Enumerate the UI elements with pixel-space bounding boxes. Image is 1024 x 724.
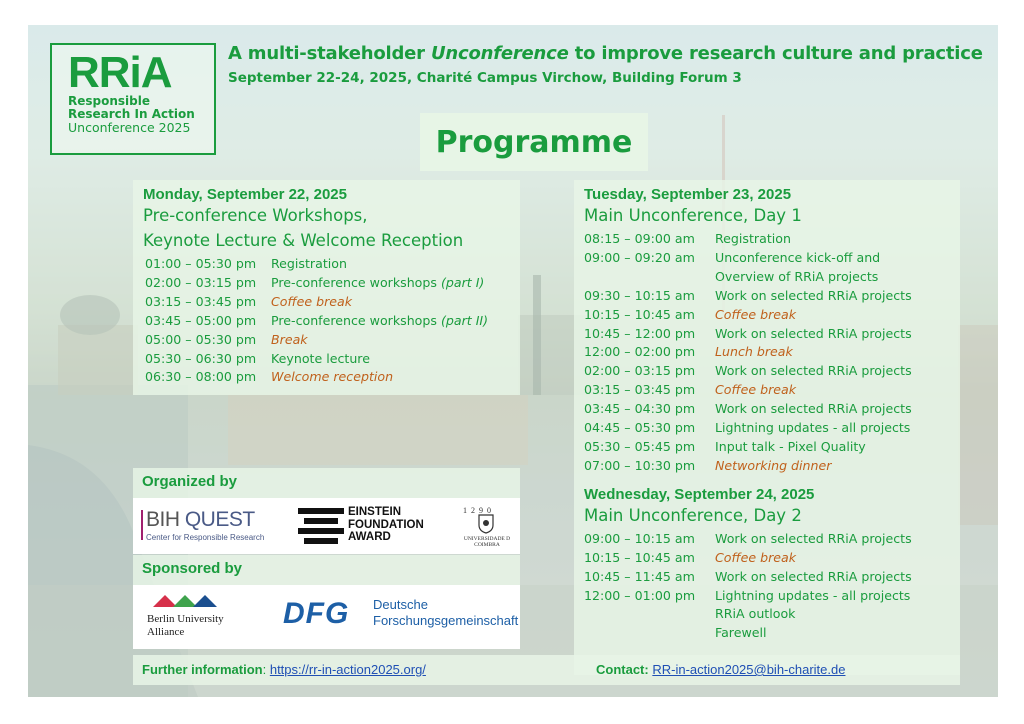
schedule-row	[584, 457, 950, 476]
schedule-time: 03:15 – 03:45 pm	[145, 293, 257, 309]
schedule-activity: Welcome reception	[271, 369, 394, 385]
schedule-time: 03:45 – 04:30 pm	[584, 401, 696, 417]
schedule-time: 12:00 – 02:00 pm	[584, 344, 696, 360]
coimbra-logo	[463, 506, 513, 550]
schedule-row	[584, 362, 950, 381]
schedule-row	[143, 293, 510, 312]
schedule-time: 05:30 – 06:30 pm	[145, 350, 257, 366]
schedule-row	[584, 268, 950, 287]
schedule-row	[584, 568, 950, 587]
tuesday-heading: Tuesday, September 23, 2025	[584, 186, 792, 203]
wednesday-schedule	[584, 530, 950, 643]
event-subtitle: September 22-24, 2025, Charité Campus Virchow, Building Forum 3	[228, 70, 742, 86]
tuesday-subtitle: Main Unconference, Day 1	[584, 206, 802, 225]
schedule-activity: Coffee break	[715, 382, 797, 398]
coimbra-name: UNIVERSIDADE D COIMBRA	[463, 536, 511, 548]
bih-quest-name-b: QUEST	[184, 508, 255, 531]
event-title-italic: Unconference	[430, 43, 569, 64]
schedule-time: 02:00 – 03:15 pm	[145, 274, 257, 290]
wednesday-subtitle: Main Unconference, Day 2	[584, 505, 802, 525]
monday-subtitle-1: Pre-conference Workshops,	[143, 206, 368, 225]
dfg-name: Deutsche Forschungsgemeinschaft	[373, 597, 519, 628]
schedule-activity: Farewell	[715, 625, 767, 641]
sponsored-by-label: Sponsored by	[142, 560, 243, 577]
monday-subtitle-2: Keynote Lecture & Welcome Reception	[143, 231, 464, 250]
event-title	[228, 43, 983, 64]
bih-quest-bar	[141, 510, 143, 540]
coimbra-seal-icon	[477, 514, 495, 534]
schedule-row	[143, 255, 510, 274]
schedule-time	[584, 605, 715, 624]
contact-email-link[interactable]: RR-in-action2025@bih-charite.de	[652, 662, 846, 677]
schedule-row	[584, 624, 950, 643]
schedule-time: 10:45 – 12:00 pm	[584, 325, 696, 341]
schedule-row	[584, 605, 950, 624]
schedule-activity: Unconference kick-off and	[715, 249, 881, 265]
monday-panel	[133, 180, 520, 395]
schedule-time: 03:45 – 05:00 pm	[145, 312, 257, 328]
schedule-row	[143, 331, 510, 350]
schedule-activity: Lunch break	[715, 344, 793, 360]
wednesday-section	[584, 486, 950, 643]
schedule-activity: Work on selected RRiA projects	[715, 530, 912, 546]
schedule-activity: Work on selected RRiA projects	[715, 363, 912, 379]
schedule-time: 03:15 – 03:45 pm	[584, 382, 696, 398]
logo-line-3: Unconference 2025	[68, 120, 191, 135]
schedule-row	[584, 438, 950, 457]
event-title-part-2: to improve research culture and practice	[568, 43, 983, 64]
schedule-time: 02:00 – 03:15 pm	[584, 363, 696, 379]
schedule-row	[584, 249, 950, 268]
schedule-time: 12:00 – 01:00 pm	[584, 587, 696, 603]
organizer-logos	[133, 498, 520, 554]
organized-by-label: Organized by	[142, 473, 238, 490]
schedule-row	[584, 587, 950, 606]
einstein-foundation-logo	[298, 506, 424, 548]
schedule-activity: Lightning updates - all projects	[715, 420, 911, 436]
schedule-activity	[271, 274, 484, 293]
further-information-label: Further information	[142, 662, 263, 677]
schedule-activity: Work on selected RRiA projects	[715, 401, 912, 417]
schedule-row	[584, 306, 950, 325]
berlin-university-alliance-logo	[145, 591, 255, 645]
schedule-row	[584, 325, 950, 344]
schedule-activity: RRiA outlook	[715, 606, 796, 622]
schedule-row	[584, 343, 950, 362]
activity-text: Pre-conference workshops	[271, 274, 441, 290]
schedule-row	[143, 368, 510, 387]
schedule-activity: Input talk - Pixel Quality	[715, 438, 866, 454]
schedule-row	[584, 287, 950, 306]
activity-text: Pre-conference workshops	[271, 312, 441, 328]
schedule-activity: Break	[271, 331, 308, 347]
schedule-activity: Coffee break	[271, 293, 353, 309]
activity-note: (part I)	[440, 274, 485, 290]
schedule-time: 10:45 – 11:45 am	[584, 568, 695, 584]
schedule-row	[584, 400, 950, 419]
schedule-time: 08:15 – 09:00 am	[584, 231, 695, 246]
wednesday-heading: Wednesday, September 24, 2025	[584, 485, 815, 503]
programme-heading: Programme	[420, 113, 648, 171]
schedule-activity: Keynote lecture	[271, 350, 370, 366]
website-link[interactable]: https://rr-in-action2025.org/	[269, 662, 426, 677]
organized-by-panel	[133, 468, 520, 498]
schedule-activity: Work on selected RRiA projects	[715, 568, 912, 584]
schedule-activity: Lightning updates - all projects	[715, 587, 911, 603]
bih-quest-name-a: BIH	[146, 508, 185, 531]
schedule-activity	[271, 312, 488, 331]
schedule-time: 10:15 – 10:45 am	[584, 549, 695, 565]
schedule-row	[143, 312, 510, 331]
schedule-row	[584, 419, 950, 438]
einstein-foundation-name: EINSTEIN FOUNDATION AWARD	[348, 506, 424, 543]
schedule-activity: Overview of RRiA projects	[715, 268, 879, 284]
activity-note: (part II)	[440, 312, 489, 328]
coimbra-year: 1 2 9 0	[463, 506, 492, 515]
schedule-row	[584, 381, 950, 400]
bih-quest-subtitle: Center for Responsible Research	[146, 533, 265, 542]
schedule-activity: Coffee break	[715, 549, 797, 565]
schedule-activity: Networking dinner	[715, 457, 832, 473]
schedule-time: 04:45 – 05:30 pm	[584, 420, 696, 436]
contact-label: Contact:	[596, 662, 649, 677]
main-unconference-panel	[574, 180, 960, 675]
further-information	[142, 662, 426, 677]
schedule-time: 09:00 – 09:20 am	[584, 249, 695, 265]
footer-bar	[133, 655, 960, 685]
tuesday-schedule	[584, 230, 950, 476]
dfg-mark: DFG	[283, 597, 350, 630]
logo-line-2: Research In Action	[68, 107, 195, 121]
schedule-row	[143, 274, 510, 293]
event-title-part-1: A multi-stakeholder	[228, 43, 431, 64]
schedule-activity: Work on selected RRiA projects	[715, 287, 912, 303]
einstein-mark-icon	[298, 506, 344, 548]
schedule-time: 09:30 – 10:15 am	[584, 287, 695, 303]
monday-schedule	[143, 255, 510, 387]
schedule-time: 05:30 – 05:45 pm	[584, 438, 696, 454]
schedule-activity: Coffee break	[715, 306, 797, 322]
dfg-logo	[283, 595, 518, 635]
schedule-time: 01:00 – 05:30 pm	[145, 256, 257, 271]
sponsor-logos	[133, 585, 520, 649]
schedule-time: 09:00 – 10:15 am	[584, 530, 695, 546]
poster	[28, 25, 998, 697]
schedule-activity: Registration	[715, 231, 791, 246]
contact	[596, 662, 845, 677]
bua-mark-icon	[153, 593, 217, 609]
monday-heading: Monday, September 22, 2025	[143, 186, 347, 203]
schedule-time: 07:00 – 10:30 pm	[584, 457, 696, 473]
further-information-separator: :	[262, 662, 270, 677]
schedule-time: 05:00 – 05:30 pm	[145, 331, 257, 347]
schedule-row	[584, 549, 950, 568]
schedule-time	[584, 268, 715, 287]
schedule-activity: Work on selected RRiA projects	[715, 325, 912, 341]
bih-quest-name	[146, 508, 255, 532]
logo-wordmark: RRiA	[68, 48, 172, 97]
logo-line-1: Responsible	[68, 94, 150, 108]
schedule-row	[143, 350, 510, 369]
schedule-activity: Registration	[271, 256, 347, 271]
sponsored-by-panel	[133, 555, 520, 585]
bua-name: Berlin University Alliance	[147, 613, 224, 638]
schedule-time: 10:15 – 10:45 am	[584, 306, 695, 322]
schedule-time: 06:30 – 08:00 pm	[145, 369, 257, 385]
schedule-row	[584, 230, 950, 249]
rria-logo	[50, 43, 216, 155]
schedule-time	[584, 624, 715, 643]
schedule-row	[584, 530, 950, 549]
